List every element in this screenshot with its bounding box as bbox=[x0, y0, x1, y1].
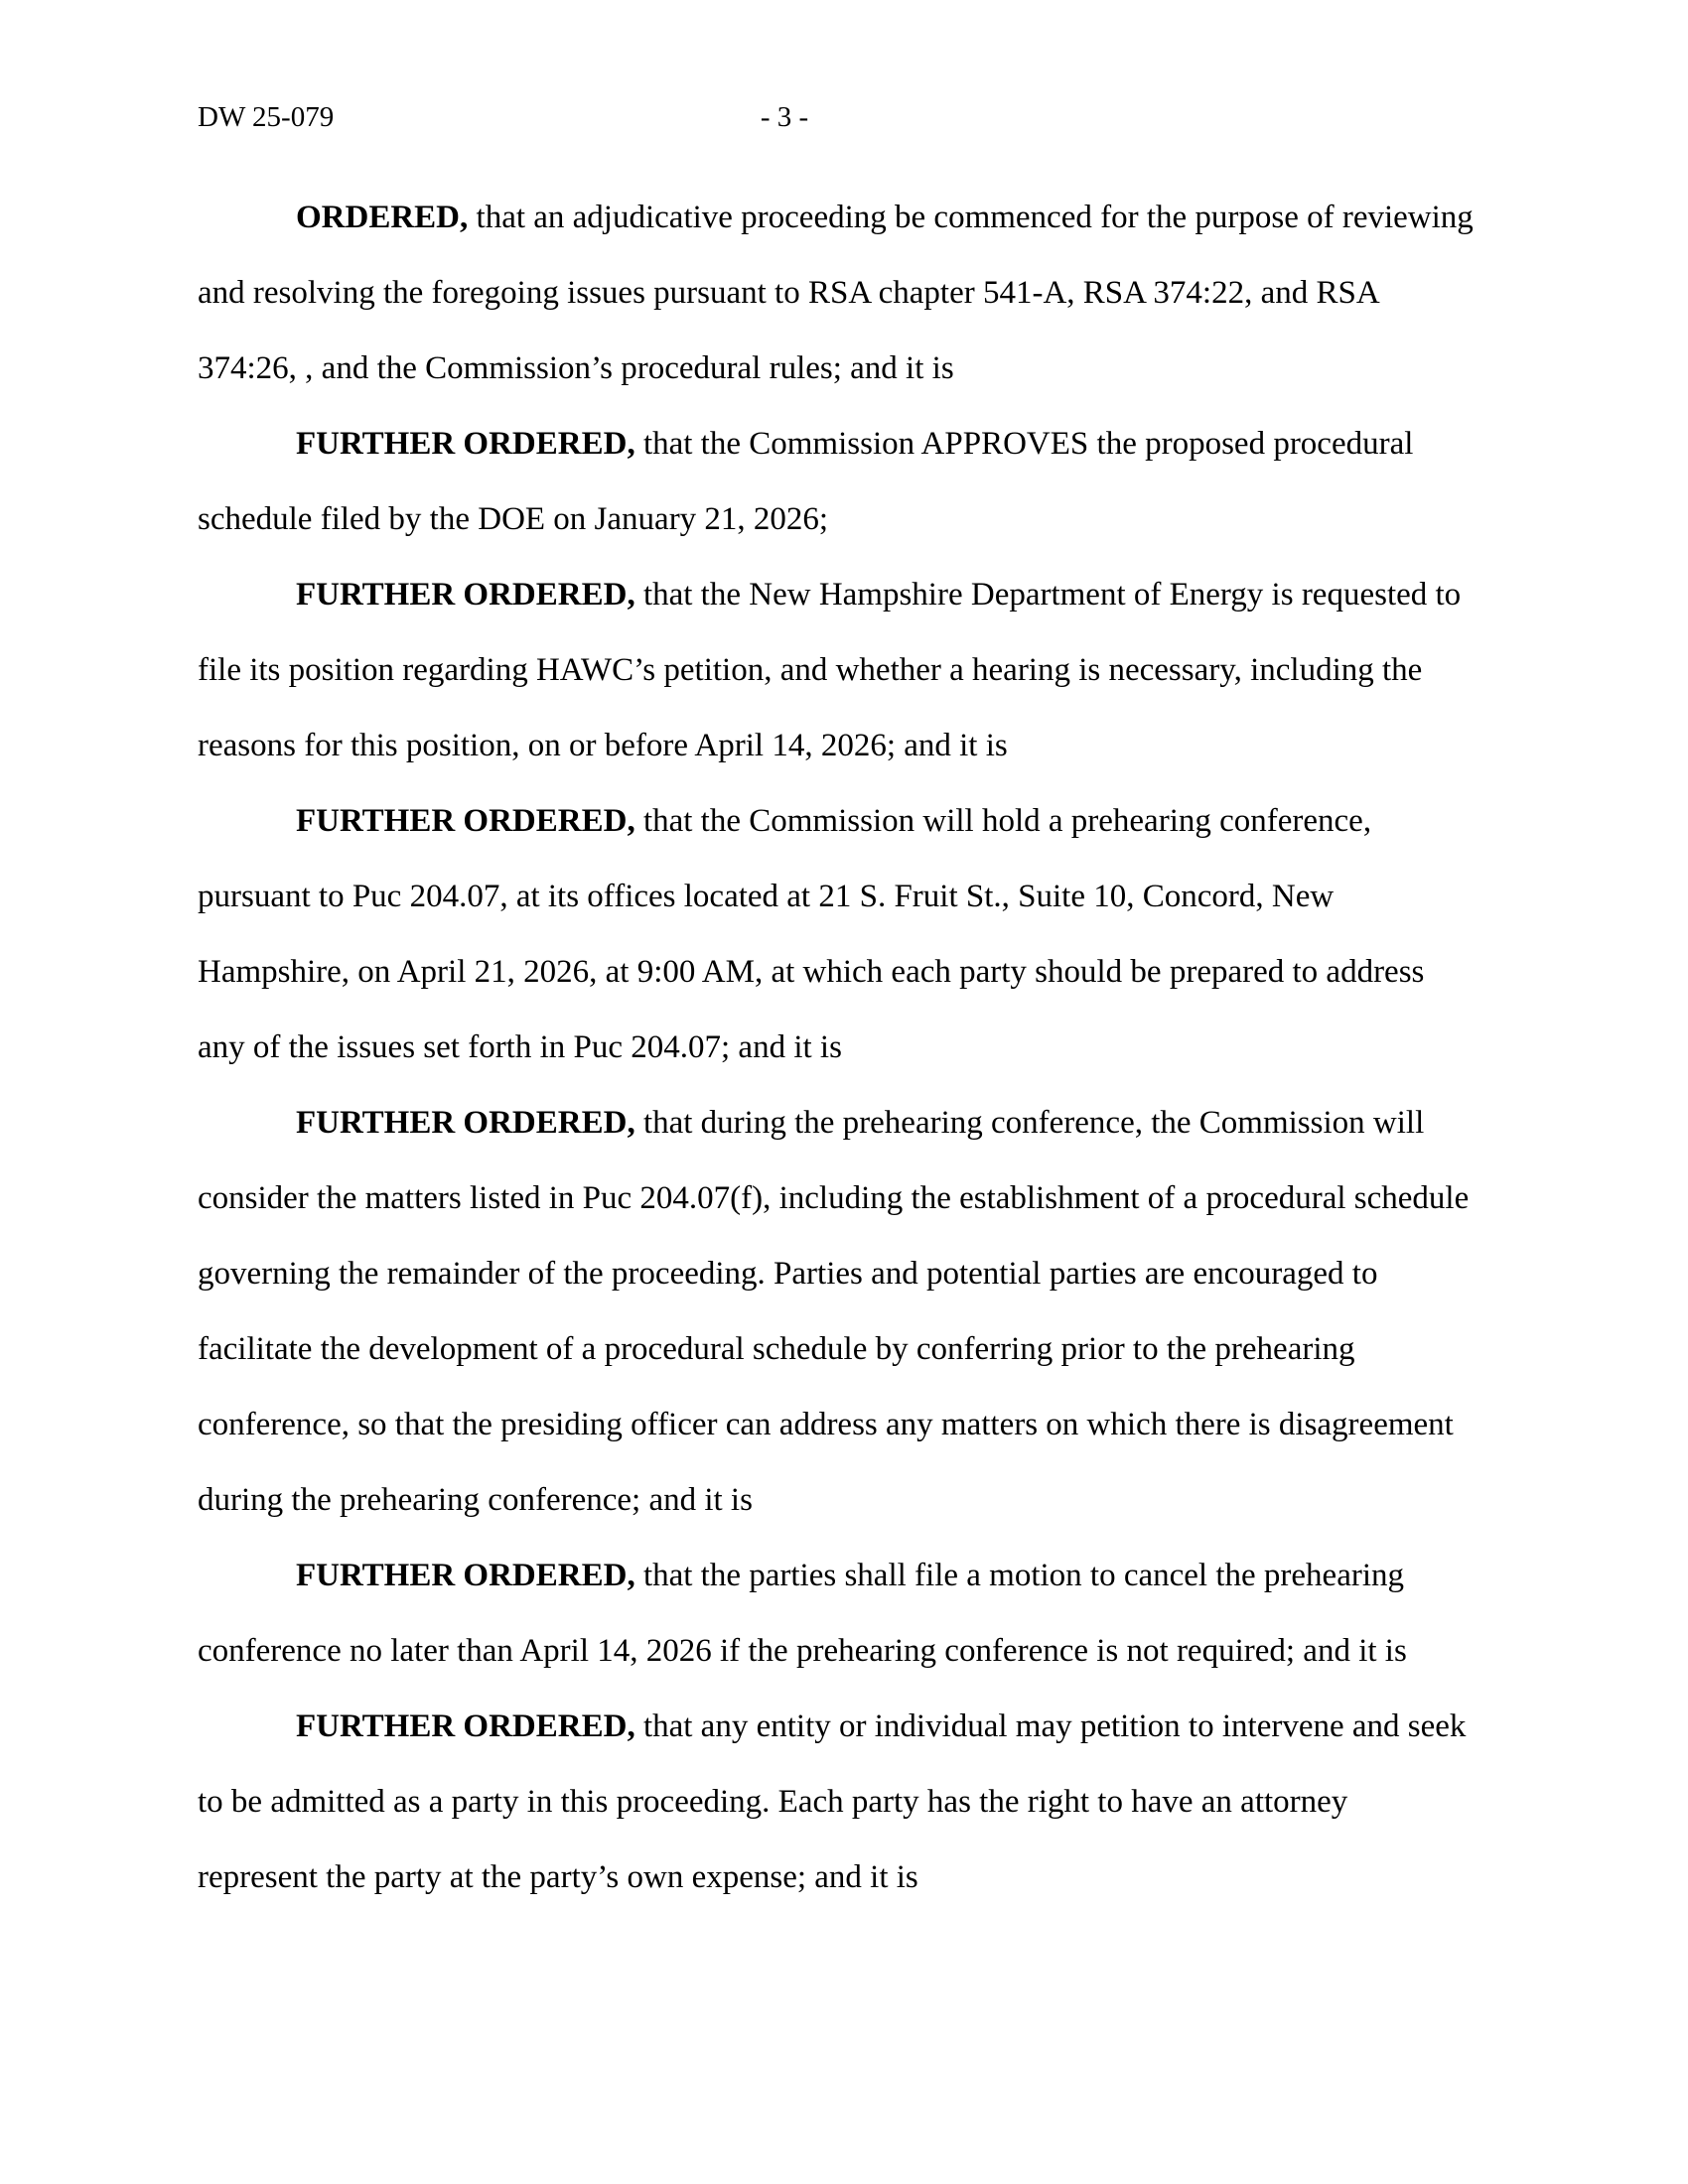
line-text: conference, so that the presiding officer can address any matters on which there is disagreement bbox=[198, 1407, 1454, 1442]
line-text: file its position regarding HAWC’s petition, and whether a hearing is necessary, including the bbox=[198, 652, 1423, 688]
paragraph-line bbox=[198, 1538, 1488, 1613]
paragraph-line bbox=[198, 783, 1488, 859]
paragraph-line bbox=[198, 406, 1488, 481]
ordered-lead: FURTHER ORDERED, bbox=[296, 1708, 635, 1744]
line-text: pursuant to Puc 204.07, at its offices located at 21 S. Fruit St., Suite 10, Concord, New bbox=[198, 879, 1335, 914]
paragraph-line bbox=[198, 1085, 1488, 1160]
paragraph-line bbox=[198, 708, 1488, 783]
line-text: schedule filed by the DOE on January 21, 2026; bbox=[198, 501, 829, 537]
order-paragraph bbox=[198, 783, 1488, 1085]
order-paragraph bbox=[198, 557, 1488, 783]
ordered-lead: FURTHER ORDERED, bbox=[296, 803, 635, 839]
order-paragraph bbox=[198, 1689, 1488, 1915]
line-text: any of the issues set forth in Puc 204.07; and it is bbox=[198, 1029, 842, 1065]
line-text: conference no later than April 14, 2026 if the prehearing conference is not required; and it is bbox=[198, 1633, 1407, 1669]
paragraph-line bbox=[198, 180, 1488, 255]
paragraph-line bbox=[198, 481, 1488, 557]
paragraph-line bbox=[198, 1311, 1488, 1387]
line-text: facilitate the development of a procedural schedule by conferring prior to the prehearing bbox=[198, 1331, 1355, 1367]
paragraph-line bbox=[198, 1613, 1488, 1689]
paragraph-line bbox=[198, 1160, 1488, 1236]
paragraph-line bbox=[198, 1764, 1488, 1840]
line-text: that the Commission APPROVES the proposed procedural bbox=[634, 426, 1414, 462]
paragraph-line bbox=[198, 1236, 1488, 1311]
paragraph-line bbox=[198, 557, 1488, 632]
paragraph-line bbox=[198, 859, 1488, 934]
line-text: consider the matters listed in Puc 204.07(f), including the establishment of a procedural schedule bbox=[198, 1180, 1470, 1216]
paragraph-line bbox=[198, 632, 1488, 708]
paragraph-line bbox=[198, 331, 1488, 406]
page-number: - 3 - bbox=[760, 101, 809, 133]
line-text: that during the prehearing conference, the Commission will bbox=[634, 1105, 1425, 1141]
line-text: that any entity or individual may petition to intervene and seek bbox=[634, 1708, 1467, 1744]
line-text: that an adjudicative proceeding be commenced for the purpose of reviewing bbox=[468, 200, 1474, 235]
line-text: represent the party at the party’s own expense; and it is bbox=[198, 1859, 918, 1895]
line-text: 374:26, , and the Commission’s procedural rules; and it is bbox=[198, 350, 954, 386]
line-text: governing the remainder of the proceeding. Parties and potential parties are encouraged to bbox=[198, 1256, 1378, 1292]
paragraph-line bbox=[198, 255, 1488, 331]
line-text: that the Commission will hold a prehearing conference, bbox=[634, 803, 1372, 839]
paragraph-line bbox=[198, 934, 1488, 1010]
paragraph-line bbox=[198, 1840, 1488, 1915]
line-text: reasons for this position, on or before April 14, 2026; and it is bbox=[198, 728, 1008, 763]
order-paragraph bbox=[198, 406, 1488, 557]
order-body bbox=[198, 180, 1488, 1915]
order-paragraph bbox=[198, 1085, 1488, 1538]
docket-number: DW 25-079 bbox=[198, 101, 335, 133]
ordered-lead: ORDERED, bbox=[296, 200, 469, 235]
line-text: that the New Hampshire Department of Energy is requested to bbox=[634, 577, 1462, 613]
ordered-lead: FURTHER ORDERED, bbox=[296, 426, 635, 462]
ordered-lead: FURTHER ORDERED, bbox=[296, 577, 635, 613]
paragraph-line bbox=[198, 1462, 1488, 1538]
line-text: during the prehearing conference; and it is bbox=[198, 1482, 753, 1518]
line-text: that the parties shall file a motion to cancel the prehearing bbox=[634, 1558, 1404, 1593]
line-text: to be admitted as a party in this proceeding. Each party has the right to have an attorney bbox=[198, 1784, 1348, 1820]
line-text: Hampshire, on April 21, 2026, at 9:00 AM, at which each party should be prepared to address bbox=[198, 954, 1425, 990]
order-paragraph bbox=[198, 180, 1488, 406]
paragraph-line bbox=[198, 1689, 1488, 1764]
ordered-lead: FURTHER ORDERED, bbox=[296, 1105, 635, 1141]
ordered-lead: FURTHER ORDERED, bbox=[296, 1558, 635, 1593]
paragraph-line bbox=[198, 1010, 1488, 1085]
line-text: and resolving the foregoing issues pursuant to RSA chapter 541-A, RSA 374:22, and RSA bbox=[198, 275, 1380, 311]
order-paragraph bbox=[198, 1538, 1488, 1689]
paragraph-line bbox=[198, 1387, 1488, 1462]
